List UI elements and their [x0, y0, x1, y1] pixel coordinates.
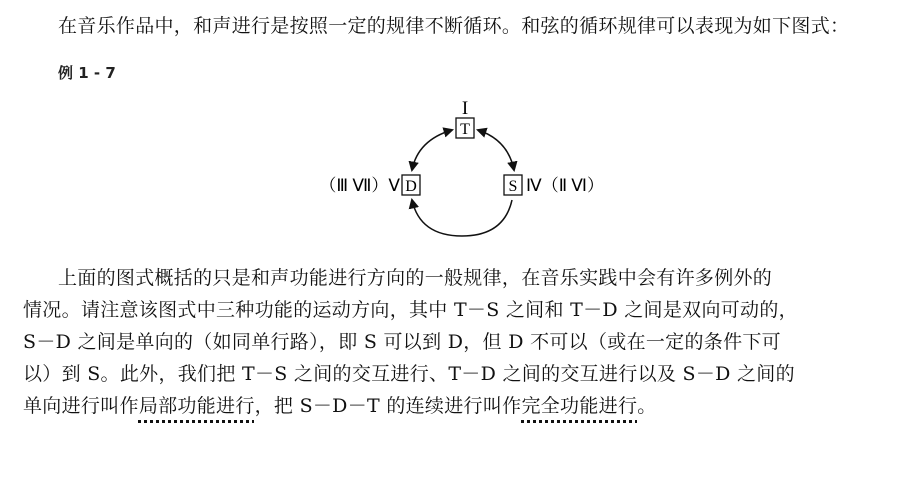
tonic-numeral: I — [461, 98, 469, 119]
subdominant-to-dominant-arrow — [412, 200, 512, 236]
emphasis-term-local-function: 局部功能进行 — [138, 395, 255, 417]
subdominant-chords-label: Ⅳ（Ⅱ Ⅵ） — [526, 176, 604, 195]
explanation-paragraph — [23, 262, 903, 422]
paragraph-line: 上面的图式概括的只是和声功能进行方向的一般规律，在音乐实践中会有许多例外的 — [58, 267, 773, 289]
paragraph-line: 以）到 S。此外，我们把 T－S 之间的交互进行、T－D 之间的交互进行以及 S－D 之间的 — [23, 363, 795, 385]
paragraph-line — [23, 390, 903, 422]
text-segment: 。 — [637, 395, 657, 417]
paragraph-line: S－D 之间是单向的（如同单行路），即 S 可以到 D，但 D 不可以（或在一定的条件下可 — [23, 331, 781, 353]
example-label: 例 1 - 7 — [58, 64, 116, 82]
function-cycle-diagram — [290, 96, 630, 246]
text-segment: ，把 S－D－T 的连续进行叫作 — [254, 395, 522, 417]
intro-paragraph: 在音乐作品中，和声进行是按照一定的规律不断循环。和弦的循环规律可以表现为如下图式： — [58, 15, 850, 37]
tonic-function-label: T — [460, 121, 470, 138]
tonic-dominant-arrow — [412, 130, 452, 170]
tonic-subdominant-arrow — [478, 130, 514, 170]
text-segment: 单向进行叫作 — [23, 395, 139, 417]
emphasis-term-complete-function: 完全功能进行 — [521, 395, 638, 417]
paragraph-line: 情况。请注意该图式中三种功能的运动方向，其中 T－S 之间和 T－D 之间是双向可动的， — [23, 299, 798, 321]
subdominant-function-label: S — [508, 178, 518, 195]
dominant-chords-label: （Ⅲ Ⅶ）Ⅴ — [319, 176, 400, 195]
dominant-function-label: D — [405, 178, 417, 195]
